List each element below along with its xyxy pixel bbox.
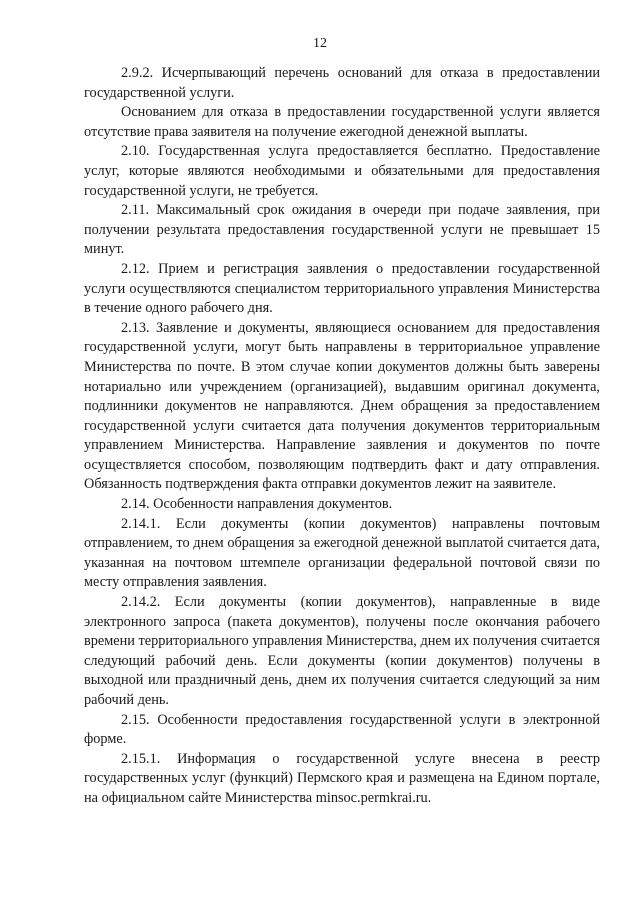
paragraph-2-14-1: 2.14.1. Если документы (копии документов) направлены почтовым отправлением, то днем обращения за ежегодной денежной выплатой считается дата, указанная на почтовом штемпеле организации федеральной почтовой связи по месту отправления заявления.: [84, 515, 600, 591]
paragraph-refusal-grounds: Основанием для отказа в предоставлении государственной услуги является отсутствие права заявителя на получение ежегодной денежной выплаты.: [84, 104, 600, 140]
page-number: 12: [313, 36, 327, 51]
paragraph-2-9-2: 2.9.2. Исчерпывающий перечень оснований для отказа в предоставлении государственной услуги.: [84, 65, 600, 101]
paragraph-2-14-2: 2.14.2. Если документы (копии документов), направленные в виде электронного запроса (пакета документов), получены после окончания рабочего времени территориального управления Министерства, днем их получения считается следующий рабочий день. Если документы (копии документов) получены в выходной или праздничный день, днем их получения считается следующий за ним рабочий день.: [84, 594, 600, 708]
document-body: [84, 64, 600, 809]
paragraph-2-11: 2.11. Максимальный срок ожидания в очереди при подаче заявления, при получении результата предоставления государственной услуги не превышает 15 минут.: [84, 202, 600, 258]
paragraph-2-15-1: 2.15.1. Информация о государственной услуге внесена в реестр государственных услуг (функций) Пермского края и размещена на Едином портале, на официальном сайте Министерства minsoc.permkrai.ru.: [84, 750, 600, 806]
paragraph-2-13: 2.13. Заявление и документы, являющиеся основанием для предоставления государственной услуги, могут быть направлены в территориальное управление Министерства по почте. В этом случае копии документов должны быть заверены нотариально или учреждением (организацией), выдавшим оригинал документа, подлинники документов не направляются. Днем обращения за предоставлением государственной услуги считается дата получения документов территориальным управлением Министерства. Направление заявления и документов по почте осуществляется способом, позволяющим подтвердить факт и дату отправления. Обязанность подтверждения факта отправки документов лежит на заявителе.: [84, 319, 600, 493]
paragraph-2-15: 2.15. Особенности предоставления государственной услуги в электронной форме.: [84, 711, 600, 748]
paragraph-2-14: 2.14. Особенности направления документов.: [121, 496, 393, 513]
paragraph-2-10: 2.10. Государственная услуга предоставляется бесплатно. Предоставление услуг, которые являются необходимыми и обязательными для предоставления государственной услуги, не требуется.: [84, 143, 600, 199]
paragraph-2-12: 2.12. Прием и регистрация заявления о предоставлении государственной услуги осуществляются специалистом территориального управления Министерства в течение одного рабочего дня.: [84, 260, 600, 317]
